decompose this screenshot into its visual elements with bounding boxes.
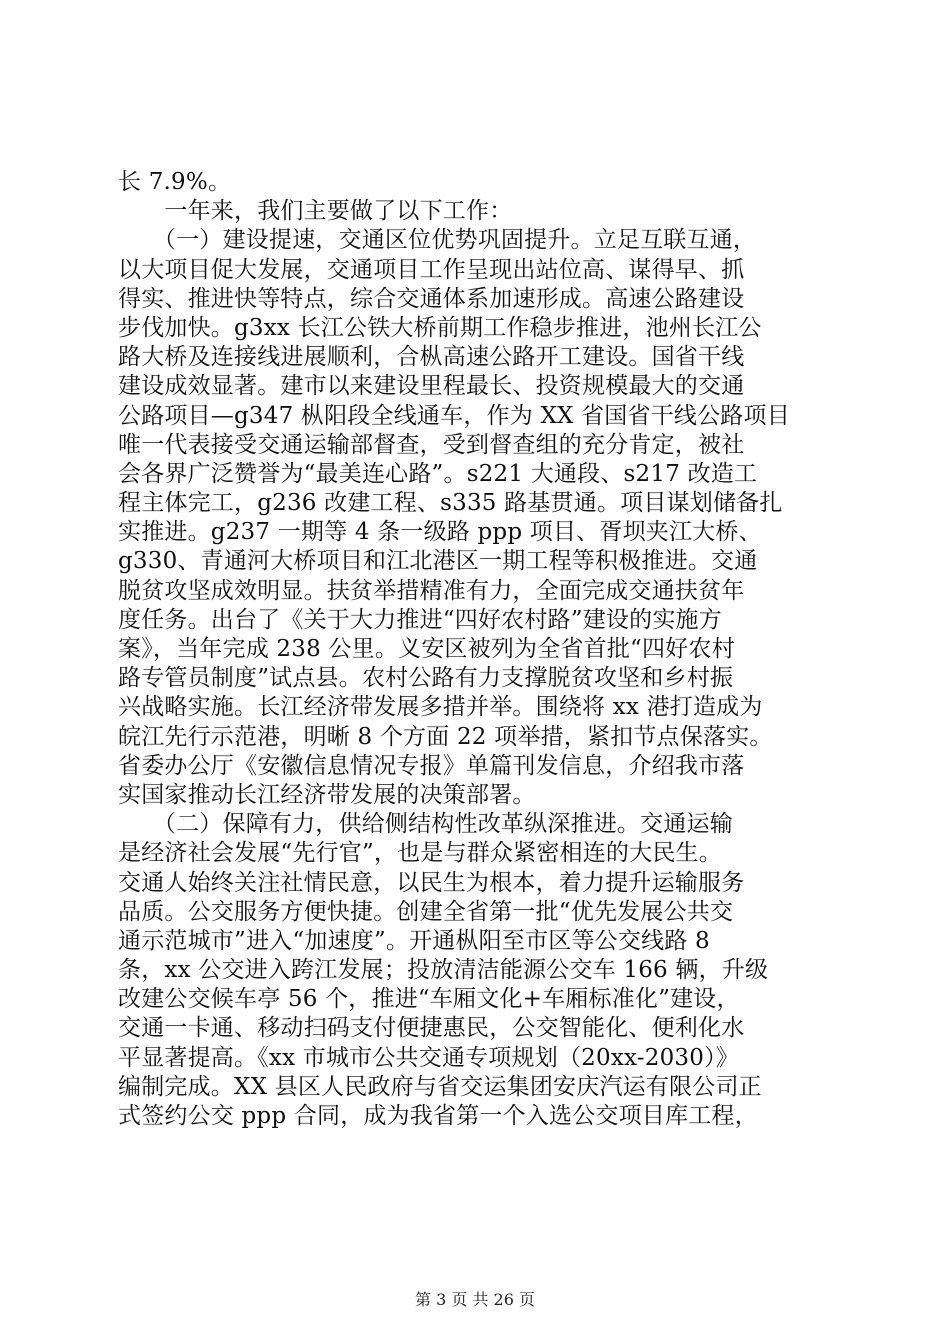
text-line: 皖江先行示范港，明晰 8 个方面 22 项举措，紧扣节点保落实。 xyxy=(118,723,773,750)
text-line: 案》，当年完成 238 公里。义安区被列为全省首批“四好农村 xyxy=(118,636,735,662)
text-line: 是经济社会发展“先行官”，也是与群众紧密相连的大民生。 xyxy=(118,840,722,867)
text-line: 程主体完工，g236 改建工程、s335 路基贯通。项目谋划储备扎 xyxy=(118,490,783,517)
text-line: 条，xx 公交进入跨江发展；投放清洁能源公交车 166 辆，升级 xyxy=(118,957,769,984)
text-line: 会各界广泛赞誉为“最美连心路”。s221 大通段、s217 改造工 xyxy=(118,460,758,487)
text-line: 兴战略实施。长江经济带发展多措并举。围绕将 xx 港打造成为 xyxy=(118,694,763,721)
text-line: 路专管员制度”试点县。农村公路有力支撑脱贫攻坚和乡村振 xyxy=(118,665,734,692)
text-line: 以大项目促大发展，交通项目工作呈现出站位高、谋得早、抓 xyxy=(118,256,745,283)
text-line: 省委办公厅《安徽信息情况专报》单篇刊发信息，介绍我市落 xyxy=(118,752,745,779)
text-line: 交通人始终关注社情民意，以民生为根本，着力提升运输服务 xyxy=(118,869,745,896)
text-line: 一年来，我们主要做了以下工作： xyxy=(118,198,513,225)
text-line: 度任务。出台了《关于大力推进“四好农村路”建设的实施方 xyxy=(118,606,722,633)
text-line: 建设成效显著。建市以来建设里程最长、投资规模最大的交通 xyxy=(118,373,745,400)
text-line: 唯一代表接受交通运输部督查，受到督查组的充分肯定，被社 xyxy=(118,431,745,458)
text-line: （二）保障有力，供给侧结构性改革纵深推进。交通运输 xyxy=(118,811,733,838)
text-line: 平显著提高。《xx 市城市公共交通专项规划（20xx-2030）》 xyxy=(118,1044,739,1071)
text-line: （一）建设提速，交通区位优势巩固提升。立足互联互通， xyxy=(118,227,757,254)
body-text xyxy=(118,168,838,1131)
text-line: 改建公交候车亭 56 个，推进“车厢文化+车厢标准化”建设， xyxy=(118,986,740,1013)
text-line: 路大桥及连接线进展顺利，合枞高速公路开工建设。国省干线 xyxy=(118,344,745,371)
text-line: 公路项目—g347 枞阳段全线通车，作为 XX 省国省干线公路项目 xyxy=(118,402,790,429)
text-line: 步伐加快。g3xx 长江公铁大桥前期工作稳步推进，池州长江公 xyxy=(118,314,762,341)
text-line: 得实、推进快等特点，综合交通体系加速形成。高速公路建设 xyxy=(118,285,745,312)
text-line: 脱贫攻坚成效明显。扶贫举措精准有力，全面完成交通扶贫年 xyxy=(118,577,745,604)
text-line: 式签约公交 ppp 合同，成为我省第一个入选公交项目库工程， xyxy=(118,1103,758,1129)
text-line: 编制完成。XX 县区人民政府与省交运集团安庆汽运有限公司正 xyxy=(118,1073,762,1100)
text-line: 实国家推动长江经济带发展的决策部署。 xyxy=(118,781,536,808)
text-line: 交通一卡通、移动扫码支付便捷惠民，公交智能化、便利化水 xyxy=(118,1015,745,1042)
text-line: 通示范城市”进入“加速度”。开通枞阳至市区等公交线路 8 xyxy=(118,927,710,954)
page-number-footer: 第 3 页 共 26 页 xyxy=(415,1290,535,1309)
text-line: g330、青通河大桥项目和江北港区一期工程等积极推进。交通 xyxy=(118,548,758,575)
text-line: 品质。公交服务方便快捷。创建全省第一批“优先发展公共交 xyxy=(118,898,734,925)
text-line: 长 7.9%。 xyxy=(118,169,232,195)
text-line: 实推进。g237 一期等 4 条一级路 ppp 项目、胥坝夹江大桥、 xyxy=(118,519,762,546)
